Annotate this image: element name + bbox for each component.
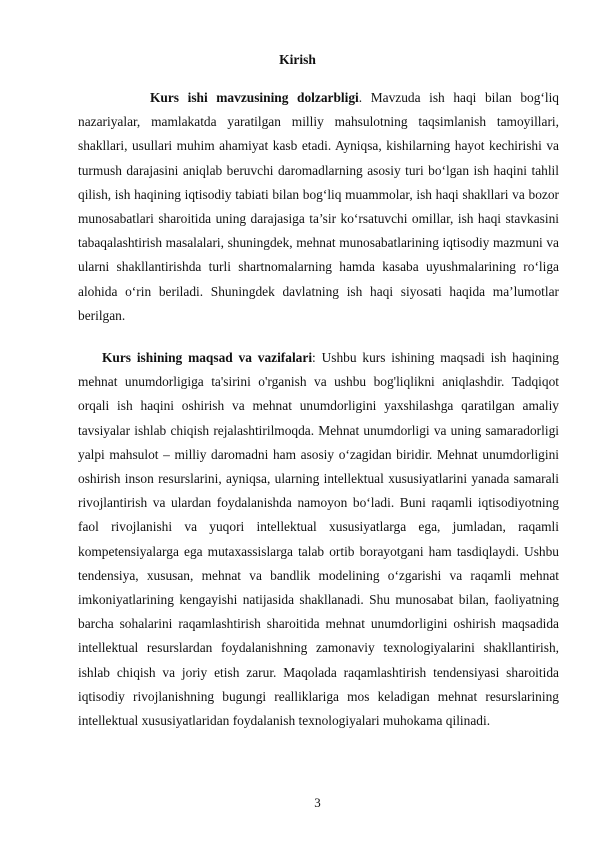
page-number: 3	[314, 795, 321, 810]
paragraph-relevance-text: . Mavzuda ish haqi bilan bog‘liq nazariyalar, mamlakatda yaratilgan milliy mahsulotning taqsimlanish tamoyillari, shakllari, usullari muhim ahamiyat kasb etadi. Ayniqsa, kishilarning hayot kechirishi va turmush darajasini aniqlab beruvchi daromadlarning asosiy turi bo‘lgan ish haqini tahlil qilish, ish haqining iqtisodiy tabiati bilan bog‘liq muammolar, ish haqi shakllari va bozor munosabatlari sharoitida uning darajasiga ta’sir ko‘rsatuvchi omillar, ish haqi stavkasini tabaqalashtirish masalalari, shuningdek, mehnat munosabatlarining iqtisodiy mazmuni va ularni shakllantirishda turli shartnomalarning hamda kasaba uyushmalarining ro‘liga alohida o‘rin beriladi. Shuningdek davlatning ish haqi siyosati haqida ma’lumotlar berilgan.	[78, 90, 560, 323]
paragraph-goals-heading: Kurs ishining maqsad va vazifalari	[102, 350, 313, 365]
paragraph-goals	[78, 346, 559, 733]
paragraph-goals-text: : Ushbu kurs ishining maqsadi ish haqining mehnat unumdorligiga ta'sirini o'rganish va ushbu bog'liqlikni aniqlashdir. Tadqiqot orqali ish haqini oshirish va mehnat unumdorligini yaxshilashga qaratilgan amaliy tavsiyalar ishlab chiqish rejalashtirilmoqda. Mehnat unumdorligi va uning samaradorligi yalpi mahsulot – milliy daromadni ham asosiy o‘zagidan biridir. Mehnat unumdorligini oshirish inson resurslarini, ayniqsa, ularning intellektual xususiyatlarini yanada samarali rivojlantirish va ulardan foydalanishda namoyon bo‘ladi. Buni raqamli iqtisodiyotning faol rivojlanishi va yuqori intellektual xususiyatlarga ega, jumladan, raqamli kompetensiyalarga ega mutaxassislarga talab ortib borayotgani ham tasdiqlaydi. Ushbu tendensiya, xususan, mehnat va bandlik modelining o‘zgarishi va raqamli mehnat imkoniyatlarining kengayishi natijasida shakllanadi. Shu munosabat bilan, faoliyatning barcha sohalarini raqamlashtirish sharoitida mehnat unumdorligini oshirish maqsadida intellektual resurslardan foydalanishning zamonaviy texnologiyalarini shakllantirish, ishlab chiqish va joriy etish zarur. Maqolada raqamlashtirish tendensiyasi sharoitida iqtisodiy rivojlanishning bugungi realliklariga mos keladigan mehnat resurslarining intellektual xususiyatlaridan foydalanish texnologiyalari muhokama qilinadi.	[78, 350, 559, 729]
paragraph-relevance	[78, 86, 559, 328]
page-title: Kirish	[279, 52, 316, 67]
paragraph-relevance-heading: Kurs ishi mavzusining dolzarbligi	[150, 90, 359, 105]
